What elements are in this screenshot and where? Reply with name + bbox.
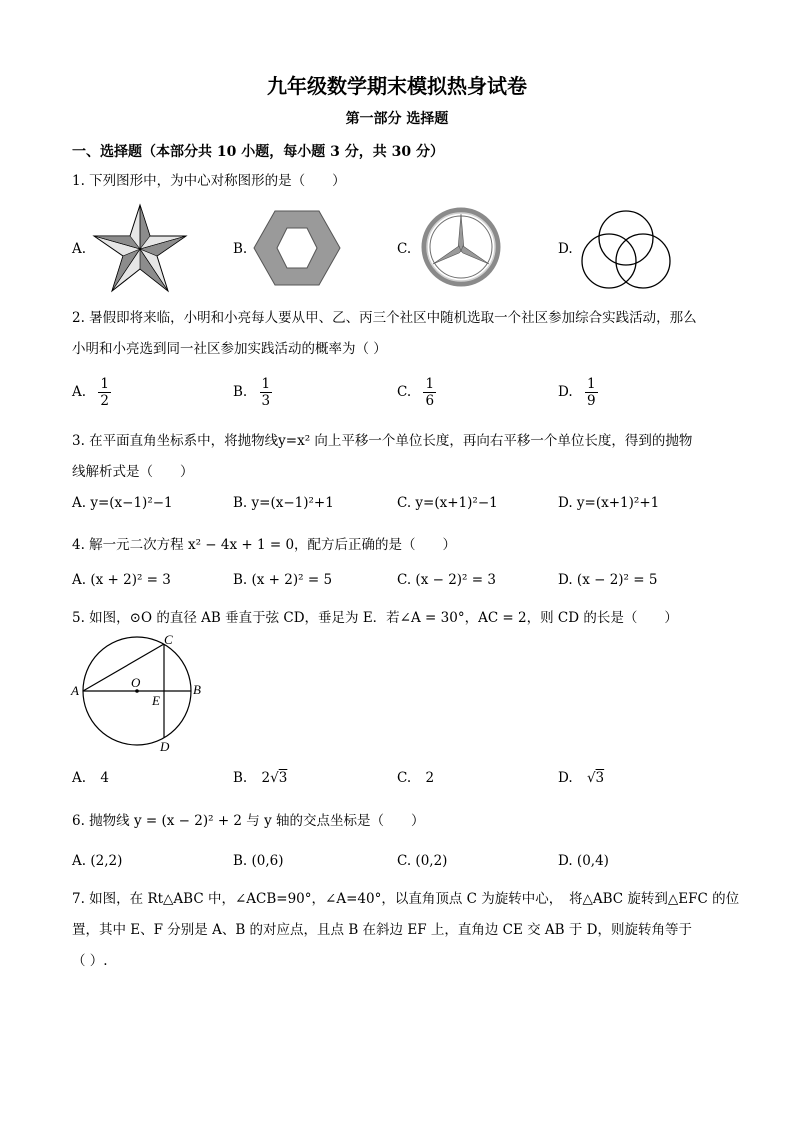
q1-option-a-label: A. [72, 241, 87, 257]
q3-option-b: B. y=(x−1)²+1 [233, 495, 334, 511]
q5-option-d-radical: √3 [586, 770, 605, 786]
q7-stem-line2: 置，其中 E、F 分别是 A、B 的对应点，且点 B 在斜边 EF 上，直角边 CE 交 AB 于 D，则旋转角等于 [72, 922, 692, 938]
q4-option-b: B. (x + 2)² = 5 [233, 572, 333, 588]
q2-option-c-label: C. [397, 384, 412, 400]
q5-label-c: C [164, 632, 173, 647]
q5-label-o: O [131, 675, 141, 690]
q3-stem-line1: 3. 在平面直角坐标系中，将抛物线y=x² 向上平移一个单位长度，再向右平移一个单位长度，得到的抛物 [72, 433, 693, 449]
q5-option-a-label: A. [72, 770, 87, 786]
q5-option-d-label: D. [558, 770, 573, 786]
q5-option-a-value: 4 [100, 770, 109, 786]
part-heading: 第一部分 选择题 [345, 111, 449, 127]
q6-option-a: A. (2,2) [72, 853, 123, 869]
q5-option-d [558, 770, 604, 786]
q5-option-b-radical: √3 [270, 770, 288, 786]
q3-option-c: C. y=(x+1)²−1 [397, 495, 498, 511]
q2-stem-line1: 2. 暑假即将来临，小明和小亮每人要从甲、乙、丙三个社区中随机选取一个社区参加综合实践活动，那么 [72, 310, 697, 326]
q6-stem: 6. 抛物线 y = (x − 2)² + 2 与 y 轴的交点坐标是（ ） [72, 813, 425, 829]
q5-label-a: A [71, 683, 79, 698]
q2-option-d-label: D. [558, 384, 573, 400]
q5-label-e: E [152, 693, 160, 708]
q2-option-b-fraction: $\frac{1}{3}$ [261, 376, 271, 409]
q5-stem: 5. 如图，⊙O 的直径 AB 垂直于弦 CD，垂足为 E．若∠A = 30°，AC = 2，则 CD 的长是（ ） [72, 610, 678, 626]
q2-option-d-fraction: $\frac{1}{9}$ [586, 376, 596, 409]
q4-option-c: C. (x − 2)² = 3 [397, 572, 496, 588]
q1-option-c-label: C. [397, 241, 412, 257]
q2-option-c-fraction: $\frac{1}{6}$ [425, 376, 435, 409]
q2-stem-line2: 小明和小亮选到同一社区参加实践活动的概率为（ ） [72, 341, 387, 357]
q2-option-a-label: A. [72, 384, 87, 400]
q5-label-b: B [193, 682, 201, 697]
section-heading: 一、选择题（本部分共 10 小题，每小题 3 分，共 30 分） [72, 144, 444, 160]
q2-option-b [233, 376, 272, 409]
q3-option-d: D. y=(x+1)²+1 [558, 495, 660, 511]
q2-option-c [397, 376, 436, 409]
q4-option-a: A. (x + 2)² = 3 [72, 572, 171, 588]
q6-option-d: D. (0,4) [558, 853, 609, 869]
q1-option-b-label: B. [233, 241, 248, 257]
q6-option-b: B. (0,6) [233, 853, 284, 869]
q5-circle-figure [68, 630, 208, 755]
q7-stem-line3: （ ）. [72, 953, 108, 969]
q1-star-figure [92, 203, 188, 293]
q1-stem: 1. 下列图形中，为中心对称图形的是（ ） [72, 173, 346, 189]
q4-stem: 4. 解一元二次方程 x² − 4x + 1 = 0，配方后正确的是（ ） [72, 537, 457, 553]
q2-option-b-label: B. [233, 384, 248, 400]
q2-option-a [72, 376, 111, 409]
q5-option-b [233, 770, 287, 786]
q1-logo-figure [421, 207, 501, 287]
q1-hexagon-figure [253, 210, 341, 286]
page-title: 九年级数学期末模拟热身试卷 [267, 74, 527, 98]
q5-option-c-label: C. [397, 770, 412, 786]
q5-label-d: D [160, 739, 170, 754]
q3-stem-line2: 线解析式是（ ） [72, 464, 194, 480]
q2-option-d [558, 376, 598, 409]
q2-option-a-fraction: $\frac{1}{2}$ [100, 376, 109, 409]
q5-option-b-label: B. [233, 770, 248, 786]
q1-trefoil-figure [578, 208, 674, 290]
q6-option-c: C. (0,2) [397, 853, 448, 869]
q1-option-d-label: D. [558, 241, 573, 257]
q5-option-c-value: 2 [425, 770, 435, 786]
q5-option-b-coef: 2 [261, 770, 271, 786]
q5-option-a [72, 770, 109, 786]
q5-option-c [397, 770, 434, 786]
q7-stem-line1: 7. 如图，在 Rt△ABC 中，∠ACB=90°，∠A=40°，以直角顶点 C 为旋转中心， 将△ABC 旋转到△EFC 的位 [72, 891, 740, 907]
q4-option-d: D. (x − 2)² = 5 [558, 572, 658, 588]
q3-option-a: A. y=(x−1)²−1 [72, 495, 173, 511]
